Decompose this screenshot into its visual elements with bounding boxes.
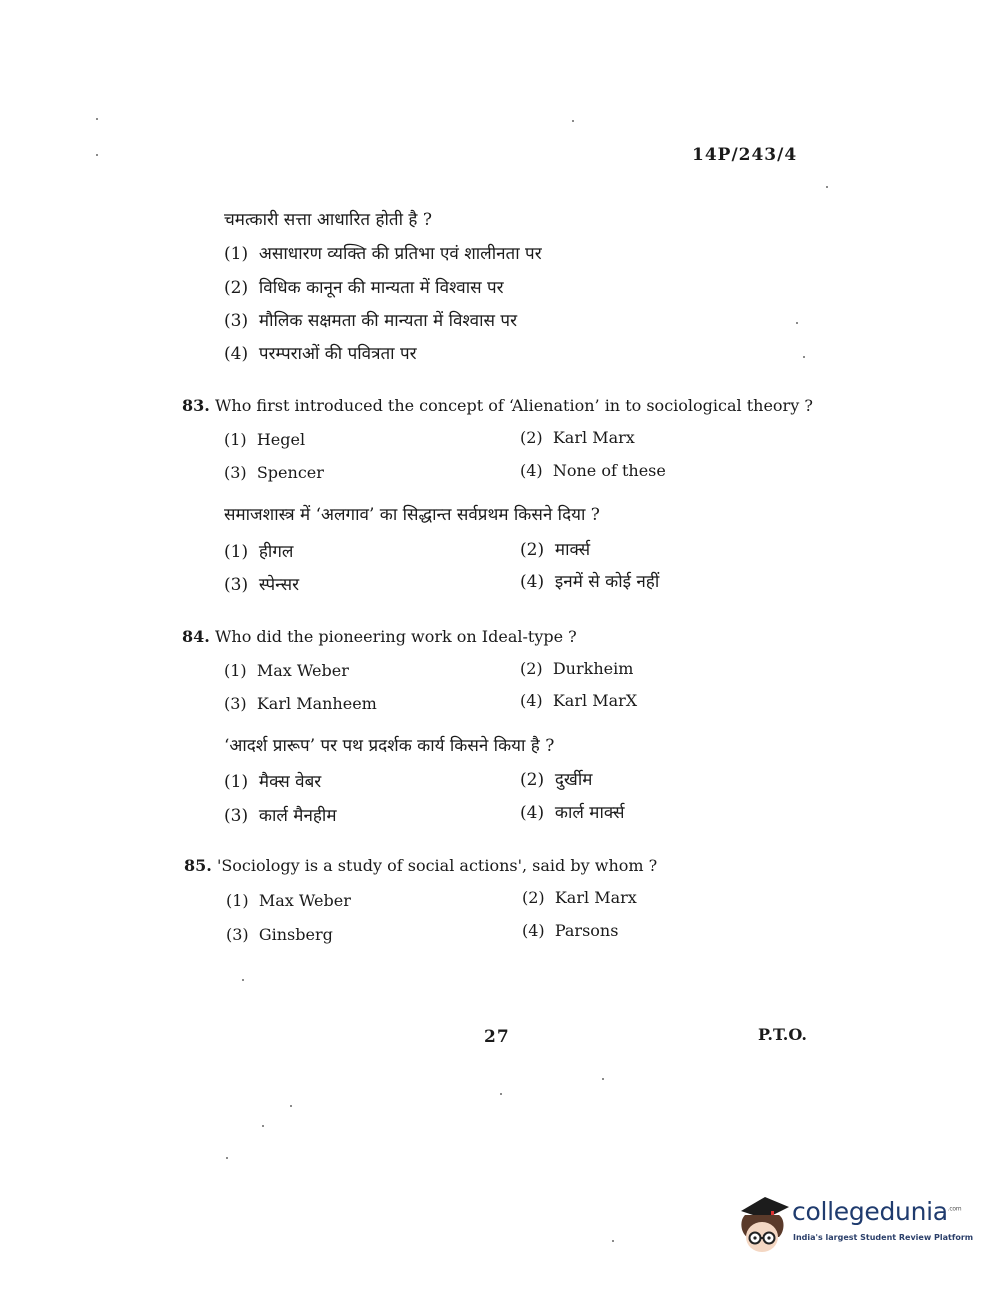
brand-suffix: .com: [947, 1205, 962, 1213]
q84-hi-option-4: [520, 800, 625, 823]
scan-speck: [602, 1078, 604, 1080]
question-number: 85.: [184, 856, 212, 875]
option-number: (4): [520, 691, 543, 710]
option-number: (2): [520, 659, 543, 678]
option-text: Max Weber: [256, 661, 349, 680]
option-text: Durkheim: [552, 659, 634, 678]
q84-hindi-question: ‘आदर्श प्रारूप’ पर पथ प्रदर्शक कार्य किसने किया है ?: [224, 736, 555, 756]
q82-option-1: [224, 241, 542, 264]
scan-speck: [572, 120, 574, 122]
option-number: (3): [224, 575, 249, 595]
q84-hi-option-1: [224, 769, 321, 792]
option-number: (1): [224, 661, 247, 680]
q85-question: [184, 856, 657, 875]
option-number: (4): [522, 921, 545, 940]
option-number: (2): [522, 888, 545, 907]
q83-hi-option-3: [224, 572, 299, 595]
q83-hi-option-1: [224, 539, 293, 562]
scan-speck: [262, 1125, 264, 1127]
option-number: (4): [520, 461, 543, 480]
option-text: Hegel: [256, 430, 306, 449]
q84-en-option-3: [224, 694, 377, 713]
option-number: (3): [224, 311, 249, 331]
option-text: हीगल: [258, 542, 294, 562]
option-number: (3): [224, 694, 247, 713]
q82-option-3: [224, 308, 517, 331]
q83-question: [182, 396, 813, 415]
scan-speck: [96, 118, 98, 120]
option-number: (4): [520, 572, 545, 592]
q82-option-4: [224, 341, 417, 364]
option-text: Spencer: [256, 463, 324, 482]
option-text: परम्पराओं की पवित्रता पर: [258, 344, 417, 364]
option-number: (1): [224, 244, 249, 264]
option-text: असाधारण व्यक्ति की प्रतिभा एवं शालीनता पर: [258, 244, 542, 264]
scan-speck: [242, 979, 244, 981]
q82-option-2: [224, 275, 504, 298]
q83-en-option-4: [520, 461, 666, 480]
question-text: 'Sociology is a study of social actions', said by whom ?: [216, 856, 658, 875]
option-text: Karl Manheem: [256, 694, 377, 713]
q84-hi-option-2: [520, 767, 592, 790]
option-number: (2): [520, 540, 545, 560]
question-number: 83.: [182, 396, 210, 415]
question-text: Who first introduced the concept of ‘Alienation’ in to sociological theory ?: [214, 396, 813, 415]
brand-tagline: India's largest Student Review Platform: [793, 1233, 974, 1242]
scan-speck: [803, 356, 805, 358]
option-text: कार्ल मार्क्स: [554, 803, 625, 823]
brand-name: collegedunia$^{.com}$: [792, 1197, 962, 1226]
option-text: Karl Marx: [552, 428, 635, 447]
q83-hi-option-4: [520, 569, 659, 592]
option-number: (1): [224, 772, 249, 792]
option-text: Karl Marx: [554, 888, 637, 907]
scan-speck: [290, 1105, 292, 1107]
q85-en-option-2: [522, 888, 637, 907]
option-text: None of these: [552, 461, 666, 480]
question-number: 84.: [182, 627, 210, 646]
q84-en-option-2: [520, 659, 633, 678]
scan-speck: [226, 1157, 228, 1159]
q84-hi-option-3: [224, 803, 337, 826]
mascot-icon: [735, 1193, 791, 1257]
scan-speck: [826, 186, 828, 188]
option-text: मैक्स वेबर: [258, 772, 322, 792]
q85-en-option-3: [226, 925, 333, 944]
option-number: (3): [224, 806, 249, 826]
paper-code: 14P/243/4: [692, 145, 798, 165]
q83-hi-option-2: [520, 537, 590, 560]
q84-en-option-4: [520, 691, 637, 710]
option-text: Ginsberg: [258, 925, 333, 944]
option-number: (1): [226, 891, 249, 910]
option-number: (1): [224, 430, 247, 449]
option-text: मौलिक सक्षमता की मान्यता में विश्वास पर: [258, 311, 518, 331]
q84-en-option-1: [224, 661, 349, 680]
q83-en-option-3: [224, 463, 324, 482]
scan-speck: [500, 1093, 502, 1095]
option-text: Karl MarX: [552, 691, 638, 710]
option-text: मार्क्स: [554, 540, 591, 560]
q82-hindi-stem: चमत्कारी सत्ता आधारित होती है ?: [224, 210, 432, 230]
option-text: Max Weber: [258, 891, 351, 910]
q83-hindi-question: समाजशास्त्र में ‘अलगाव’ का सिद्धान्त सर्वप्रथम किसने दिया ?: [224, 505, 600, 525]
option-text: कार्ल मैनहीम: [258, 806, 337, 826]
scan-speck: [96, 154, 98, 156]
option-number: (2): [224, 278, 249, 298]
option-number: (3): [224, 463, 247, 482]
q83-en-option-2: [520, 428, 635, 447]
scan-speck: [796, 322, 798, 324]
option-number: (2): [520, 428, 543, 447]
option-text: दुर्खीम: [554, 770, 593, 790]
collegedunia-watermark: [735, 1193, 974, 1259]
q85-en-option-1: [226, 891, 351, 910]
option-number: (4): [224, 344, 249, 364]
page-number: 27: [484, 1027, 510, 1047]
q85-en-option-4: [522, 921, 618, 940]
option-text: स्पेन्सर: [258, 575, 300, 595]
option-text: विधिक कानून की मान्यता में विश्वास पर: [258, 278, 504, 298]
q84-question: [182, 627, 577, 646]
option-number: (1): [224, 542, 249, 562]
option-text: इनमें से कोई नहीं: [554, 572, 660, 592]
scan-speck: [612, 1240, 614, 1242]
option-number: (3): [226, 925, 249, 944]
option-text: Parsons: [554, 921, 619, 940]
question-text: Who did the pioneering work on Ideal-type ?: [214, 627, 577, 646]
option-number: (4): [520, 803, 545, 823]
pto-label: P.T.O.: [758, 1025, 807, 1044]
option-number: (2): [520, 770, 545, 790]
q83-en-option-1: [224, 430, 305, 449]
